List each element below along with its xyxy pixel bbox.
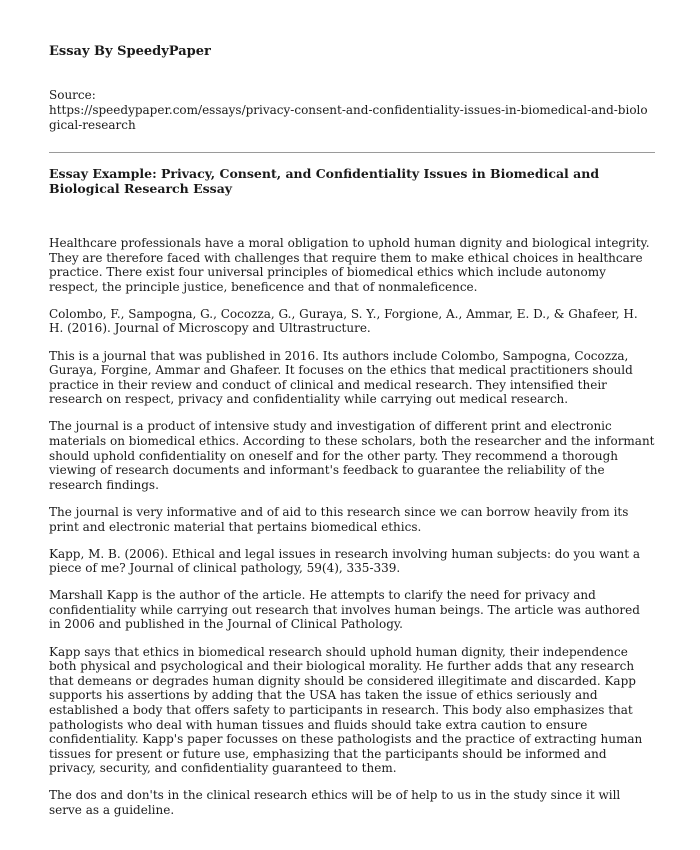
paragraph-reference-kapp: Kapp, M. B. (2006). Ethical and legal issues in research involving human subjects: do you want a piece of me? Journal of clinical pathology, 59(4), 335-339. (49, 546, 641, 576)
paragraph-kapp-argument: Kapp says that ethics in biomedical research should uphold human dignity, their independence both physical and psychological and their biological morality. He further adds that any research that demeans or degrades human dignity should be considered illegitimate and discarded. Kapp supports his assertions by adding that the USA has taken the issue of ethics seriously and established a body that offers safety to participants in research. This body also emphasizes that pathologists who deal with human tissues and fluids should take extra caution to ensure confidentiality. Kapp's paper focusses on these pathologists and the practice of extracting human tissues for present or future use, emphasizing that the participants should be informed and privacy, security, and confidentiality guaranteed to them. (49, 644, 643, 776)
paragraph-kapp-author: Marshall Kapp is the author of the article. He attempts to clarify the need for privacy and confidentiality while carrying out research that involves human beings. The article was authored in 2006 and published in the Journal of Clinical Pathology. (49, 588, 640, 632)
brand-heading: Essay By SpeedyPaper (49, 44, 211, 59)
paragraph-journal-study: The journal is a product of intensive study and investigation of different print and electronic materials on biomedical ethics. According to these scholars, both the researcher and the informant should uphold confidentiality on oneself and for the other party. They recommend a thorough viewing of research documents and informant's feedback to guarantee the reliability of the research findings. (49, 419, 655, 492)
paragraph-journal-relevance: The journal is very informative and of aid to this research since we can borrow heavily from its print and electronic material that pertains biomedical ethics. (49, 504, 629, 534)
paragraph-intro: Healthcare professionals have a moral obligation to uphold human dignity and biological integrity. They are therefore faced with challenges that require them to make ethical choices in healthcare practice. There exist four universal principles of biomedical ethics which include autonomy respect, the principle justice, beneficence and that of nonmaleficence. (49, 236, 650, 294)
source-label: Source: (49, 88, 96, 102)
essay-title: Essay Example: Privacy, Consent, and Confidentiality Issues in Biomedical and Biological Research Essay (49, 166, 600, 196)
paragraph-journal-summary: This is a journal that was published in 2016. Its authors include Colombo, Sampogna, Cocozza, Guraya, Forgine, Ammar and Ghafeer. It focuses on the ethics that medical practitioners should practice in their review and conduct of clinical and medical research. They intensified their research on respect, privacy and confidentiality while carrying out medical research. (49, 348, 633, 407)
source-url-link[interactable]: https://speedypaper.com/essays/privacy-consent-and-confidentiality-issues-in-biomedical-and-biological-research (49, 103, 648, 132)
essay-body (49, 236, 655, 818)
document-page (49, 44, 655, 830)
header-divider (49, 152, 655, 153)
paragraph-conclusion: The dos and don'ts in the clinical research ethics will be of help to us in the study since it will serve as a guideline. (49, 788, 621, 817)
paragraph-reference-colombo: Colombo, F., Sampogna, G., Cocozza, G., Guraya, S. Y., Forgione, A., Ammar, E. D., & Ghafeer, H. H. (2016). Journal of Microscopy and Ultrastructure. (49, 306, 638, 336)
